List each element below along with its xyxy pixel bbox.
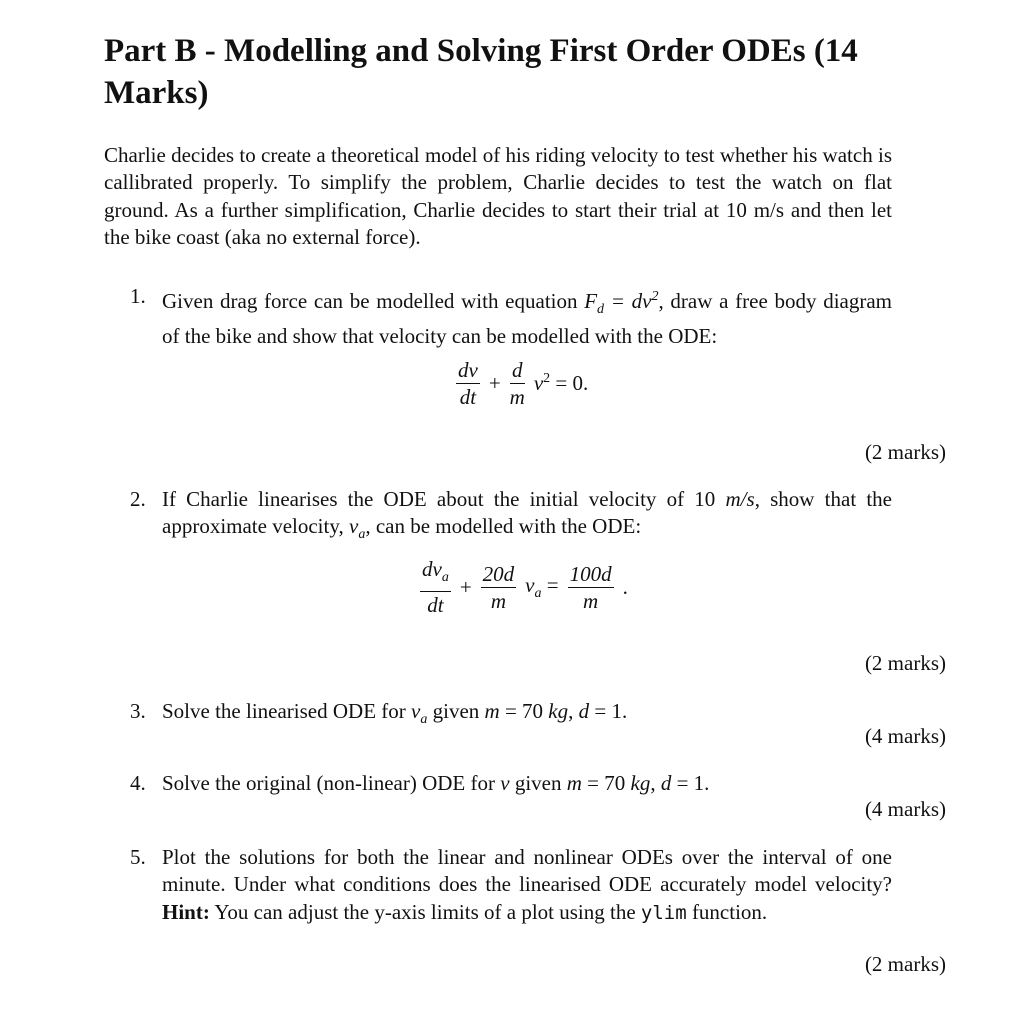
page-title: Part B - Modelling and Solving First Order ODEs (14 Marks) bbox=[104, 33, 858, 111]
question-number: 4. bbox=[130, 771, 146, 795]
intro-paragraph: Charlie decides to create a theoretical model of his riding velocity to test whether his watch is callibrated properly. To simplify the problem, Charlie decides to test the watch on flat ground. As a further simplification, Charlie decides to start their trial at 10 m/s and then let the bike coast (aka no external force). bbox=[104, 143, 892, 249]
question-text-cont: , draw a free body diagram of the bike and show that velocity can be modelled with the ODE: bbox=[162, 289, 893, 349]
question-2: 2. If Charlie linearises the ODE about the initial velocity of 10 m/s, show that the approximate velocity, $v_a$, can be modelled with the ODE: bbox=[130, 487, 893, 543]
question-number: 5. bbox=[130, 845, 146, 869]
marks-5: (2 marks) bbox=[864, 952, 946, 976]
equation-1: $\frac{dv}{dt}$ + $\frac{d}{m}$ $v^2 = 0$. bbox=[458, 358, 589, 409]
question-text: Plot the solutions for both the linear and nonlinear ODEs over the interval of one minute. Under what conditions does the linearised ODE accurately model velocity? bbox=[162, 845, 892, 897]
hint-text: You can adjust the y-axis limits of a plot using the bbox=[214, 899, 636, 924]
question-4: 4. Solve the original (non-linear) ODE for v given m = 70 kg, d = 1. bbox=[130, 770, 892, 797]
question-number: 1. bbox=[130, 284, 146, 308]
drag-formula: $F_d = dv^2$ bbox=[584, 289, 659, 318]
question-number: 3. bbox=[130, 699, 146, 723]
question-5 bbox=[130, 844, 892, 927]
marks-3: (4 marks) bbox=[864, 724, 946, 748]
hint-label: Hint: bbox=[162, 899, 210, 924]
question-number: 2. bbox=[130, 487, 146, 511]
marks-2: (2 marks) bbox=[864, 651, 946, 675]
question-3: 3. Solve the linearised ODE for $v_a$ given m = 70 kg, d = 1. bbox=[130, 699, 628, 728]
hint-end: function. bbox=[691, 899, 768, 924]
hint-code: ylim bbox=[640, 901, 687, 924]
question-text: Given drag force can be modelled with equation bbox=[162, 289, 585, 313]
equation-2: $\frac{dv_a}{dt}$ + $\frac{20d}{m}$ $v_a$ = $\frac{100d}{m}$ . bbox=[422, 557, 628, 618]
question-1 bbox=[130, 283, 892, 351]
marks-4: (4 marks) bbox=[864, 797, 946, 821]
marks-1: (2 marks) bbox=[864, 440, 946, 464]
